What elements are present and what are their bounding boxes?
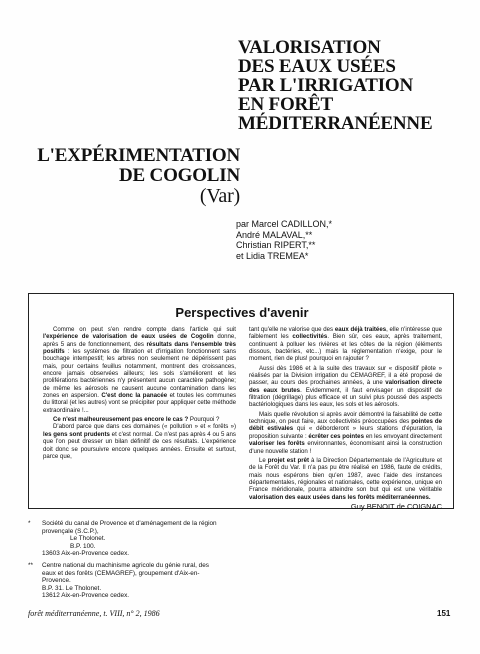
footnote [28, 520, 218, 558]
footnote-line: Le Tholonet. [70, 535, 106, 543]
title-line: VALORISATION [238, 37, 381, 58]
box-left-column [43, 326, 236, 460]
paragraph: Mais quelle révolution si après avoir démontré la faisabilité de cette technique, on peut faire, aux collectivités préoccupées des pointes de débit estivales qui « déborderont » leurs stations d'épuration, la proposition suivante : écrêter ces pointes en les envoyant directement valoriser les forêts environnantes, économisant ainsi la construction d'une nouvelle station ! [249, 410, 443, 455]
footnote-mark: ** [28, 562, 33, 569]
paragraph: Le projet est prêt à la Direction Départementale de l'Agriculture et de la Forêt du Var. Il n'a pas pu être réalisé en 1986, faute de crédits, mais nous espérons bien qu'en 1987, avec l'aide des instances départementales, régionales et nationales, cette expérience, unique en France méridionale, pourra atteindre son but qui est une véritable valorisation des eaux usées dans les forêts méditerranéennes. [249, 456, 442, 501]
footnote-mark: * [28, 520, 31, 527]
article-title [238, 38, 474, 133]
footnote [28, 562, 218, 600]
author-line: par Marcel CADILLON,* [236, 219, 333, 229]
journal-citation: forêt méditerranéenne, t. VIII, n° 2, 1986 [28, 609, 160, 618]
footnote-line: Société du canal de Provence et d'aménagement de la région provençale (S.C.P.), [42, 520, 217, 535]
footnote-line: 13603 Aix-en-Provence cedex. [42, 550, 130, 558]
title-line: DES EAUX USÉES [238, 56, 396, 77]
title-line: EN FORÊT [238, 94, 333, 115]
footnote-line: 13612 Aix-en-Provence cedex. [42, 592, 130, 600]
title-line: MÉDITERRANÉENNE [238, 113, 433, 134]
footnote-line: B.P. 100. [70, 542, 96, 550]
box-right-column [249, 326, 442, 510]
authors [236, 219, 332, 261]
paragraph: Aussi dès 1986 et à la suite des travaux sur « dispositif pilote » réalisés par la Division irrigation du CEMAGREF, il a été proposé de passer, au cours des prochaines années, à une valorisation directe des eaux brutes. Evidemment, il faut envisager un dispositif de filtration (dégrillage) plus efficace et un suivi plus poussé des aspects bactériologiques dans les eaux, les sols et les aérosols. [249, 364, 442, 409]
paragraph: Comme on peut s'en rendre compte dans l'article qui suit l'expérience de valorisation de eaux usées de Cogolin donne, après 5 ans de fonctionnement, des résultats dans l'ensemble très positifs : les systèmes de filtration et d'irrigation fonctionnent sans bouchage intempestif; les arbres non seulement ne dépérissent pas mais, pour certains feuillus notamment, montrent des croissances, encore jamais observées ailleurs; les sols s'améliorent et les proliférations bactériennes n'y présentent aucun caractère pathogène; de même les aérosols ne causent aucune contamination dans les zones en aspersion. C'est donc la panacée et toutes les communes du littoral (et les autres) vont se précipiter pour appliquer cette méthode extraordinaire !... [43, 326, 237, 414]
author-line: Christian RIPERT,** [236, 240, 316, 250]
author-line: et Lidia TREMEA* [236, 250, 309, 261]
subtitle-line: L'EXPÉRIMENTATION [37, 145, 240, 166]
footnote-line: Centre national du machinisme agricole du génie rural, des eaux et des forêts (CEMAGREF), groupement d'Aix-en-Provence. [42, 562, 209, 585]
author-line: André MALAVAL,** [236, 229, 313, 240]
subtitle-line: DE COGOLIN [119, 165, 240, 186]
title-line: PAR L'IRRIGATION [238, 75, 414, 96]
signature: Guy BENOIT de COIGNAC [350, 501, 442, 511]
page-number: 151 [437, 609, 451, 618]
box-title: Perspectives d'avenir [175, 305, 309, 320]
article-subtitle [28, 146, 240, 206]
paragraph: D'abord parce que dans ces domaines (« pollution » et « forêts ») les gens sont prudents et c'est normal. Ce n'est pas après 4 ou 5 ans que l'on peut dresser un bilan définitif de ces résultats. L'expérience doit donc se poursuivre encore quelques années. Ensuite et surtout, parce que, [43, 423, 236, 460]
subtitle-line: (Var) [199, 185, 240, 207]
perspectives-box [28, 293, 454, 509]
paragraph: Ce n'est malheureusement pas encore le cas ? Pourquoi ? [53, 416, 220, 424]
footnote-line: B.P. 31. Le Tholonet. [42, 584, 102, 592]
paragraph: tant qu'elle ne valorise que des eaux déjà traitées, elle n'intéresse que faiblement les collectivités. Bien sûr, ces eaux, après traitement, continuent à polluer les rivières et les côtes de la région (éléments dissous, bactéries, etc...) mais la réglementation n'exige, pour le moment, rien de plus! pourquoi en rajouter ? [249, 326, 442, 363]
